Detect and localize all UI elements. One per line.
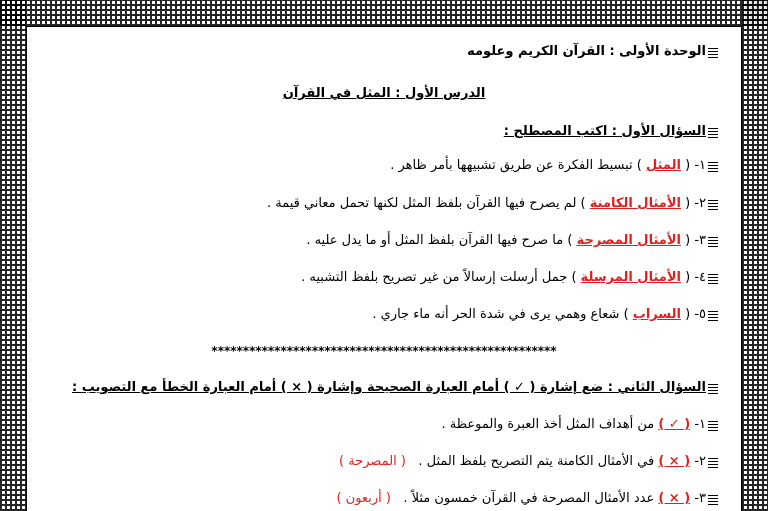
q1-item-1 (390, 158, 718, 173)
margin-marker-icon (708, 493, 718, 505)
item-number: ٢- (694, 454, 706, 469)
item-text: ما صرح فيها القرآن بلفظ المثل أو ما يدل عليه . (306, 233, 568, 248)
answer-term: الأمثال المرسلة (580, 270, 681, 285)
q2-item-2 (339, 454, 718, 469)
item-paren: ) (580, 196, 586, 211)
item-text: عدد الأمثال المصرحة في القرآن خمسون مثلاً . (403, 491, 659, 506)
answer-term: السراب (632, 307, 681, 322)
answer-term: الأمثال المصرحة (576, 233, 681, 248)
item-number: ١- (694, 417, 706, 432)
q1-item-5 (372, 307, 718, 322)
document-page (40, 32, 728, 511)
q2-item-3 (336, 491, 718, 506)
q1-item-2 (267, 196, 718, 211)
margin-marker-icon (708, 126, 718, 138)
q1-heading (504, 124, 718, 139)
unit-title-text: الوحدة الأولى : القرآن الكريم وعلومه (467, 44, 706, 59)
item-number: ٣- ( (685, 233, 706, 248)
separator-line: ******************************************************* (211, 344, 557, 358)
item-text: من أهداف المثل أخذ العبرة والموعظة . (441, 417, 659, 432)
check-mark: ( ✓ ) (658, 417, 691, 432)
item-number: ٣- (694, 491, 706, 506)
margin-marker-icon (708, 160, 718, 172)
item-number: ٤- ( (685, 270, 706, 285)
margin-marker-icon (708, 419, 718, 431)
q2-heading-prefix: السؤال الثاني : (607, 380, 706, 395)
item-number: ٢- ( (685, 196, 706, 211)
unit-title (467, 44, 718, 59)
q2-heading-text: ضع إشارة ( ✓ ) أمام العبارة الصحيحة وإشارة ( × ) أمام العبارة الخطأ مع التصويب : (72, 380, 608, 395)
q2-item-1 (441, 417, 718, 432)
item-paren: ) (623, 307, 629, 322)
item-paren: ) (567, 233, 573, 248)
answer-term: المثل (646, 158, 681, 173)
correction-text: ( أربعون ) (336, 491, 391, 506)
margin-marker-icon (708, 309, 718, 321)
item-number: ٥- ( (685, 307, 706, 322)
q1-item-3 (306, 233, 718, 248)
item-paren: ) (636, 158, 642, 173)
item-text: جمل أرسلت إرسالاً من غير تصريح بلفظ التشبيه . (301, 270, 572, 285)
margin-marker-icon (708, 272, 718, 284)
lesson-title: الدرس الأول : المثل في القرآن (282, 86, 486, 101)
decorative-border-top (0, 0, 768, 26)
decorative-border-left (0, 0, 26, 511)
margin-marker-icon (708, 46, 718, 58)
decorative-border-right (742, 0, 768, 511)
correction-text: ( المصرحة ) (339, 454, 406, 469)
item-text: لم يصرح فيها القرآن بلفظ المثل لكنها تحمل معاني قيمة . (266, 196, 581, 211)
cross-mark: ( × ) (658, 491, 691, 506)
margin-marker-icon (708, 382, 718, 394)
margin-marker-icon (708, 235, 718, 247)
item-text: تبسيط الفكرة عن طريق تشبيهها بأمر ظاهر . (390, 158, 637, 173)
q1-heading-text: السؤال الأول : اكتب المصطلح : (503, 124, 706, 139)
margin-marker-icon (708, 456, 718, 468)
q2-heading (72, 380, 718, 395)
cross-mark: ( × ) (658, 454, 691, 469)
answer-term: الأمثال الكامنة (589, 196, 681, 211)
margin-marker-icon (708, 198, 718, 210)
item-text: شعاع وهمي يرى في شدة الحر أنه ماء جاري . (372, 307, 624, 322)
item-paren: ) (571, 270, 577, 285)
q1-item-4 (301, 270, 718, 285)
item-number: ١- ( (685, 158, 706, 173)
item-text: في الأمثال الكامنة يتم التصريح بلفظ المثل . (418, 454, 659, 469)
